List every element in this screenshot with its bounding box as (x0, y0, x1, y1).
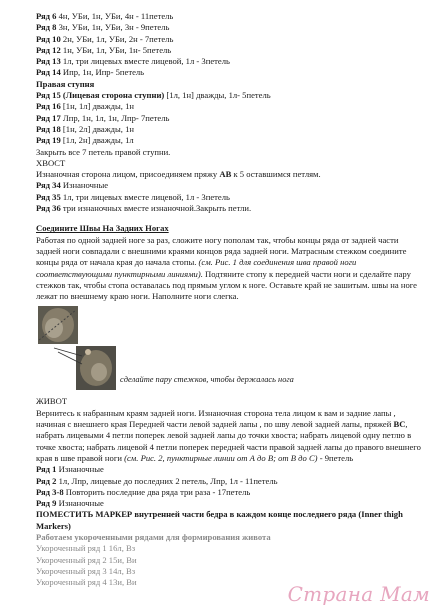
row-line: Ряд 17 Лпр, 1н, 1л, 1н, Лпр- 7петель (36, 112, 170, 123)
row-line: Ряд 15 (Лицевая сторона ступни) [1л, 1н] дважды, 1л- 5петель (36, 90, 271, 101)
row-line: Ряд 12 1н, УБи, 1л, УБи, 1н- 5петель (36, 44, 172, 55)
row-line: Ряд 36 три изнаночных вместе изнаночной.Закрыть петли. (36, 203, 252, 214)
row-line: Ряд 6 4н, УБи, 1н, УБи, 4н - 11петель (36, 11, 174, 21)
row-line: Ряд 18 [1н, 2л] дважды, 1н (36, 123, 134, 134)
row-line: Ряд 13 1л, три лицевых вместе лицевой, 1л - 3петель (36, 56, 230, 67)
short-row-line: Укороченный ряд 4 13и, Ви (36, 577, 137, 588)
tail-intro: Изнаночная сторона лицом, присоединяем пряжу АВ к 5 оставшимся петлям. (36, 169, 321, 180)
seams-heading: Соедините Швы На Задних Ногах (36, 223, 169, 234)
row-line: Ряд 9 Изнаночные (36, 498, 104, 509)
row-line: Ряд 35 1л, три лицевых вместе лицевой, 1л - 3петель (36, 191, 230, 202)
row-line: Ряд 8 3н, УБи, 1н, УБи, 3н - 9петель (36, 22, 170, 33)
short-row-line: Укороченный ряд 3 14л, Вз (36, 565, 136, 576)
row-line: Ряд 34 Изнаночные (36, 180, 109, 191)
row-line: Ряд 10 2н, УБи, 1л, УБи, 2н - 7петель (36, 33, 174, 44)
short-row-line: Укороченный ряд 1 16л, Вз (36, 543, 136, 554)
site-watermark: Страна Мам (287, 582, 430, 606)
row-line: Ряд 2 1л, Лпр, лицевые до последних 2 петель, Лпр, 1л - 11петель (36, 475, 278, 486)
knitted-leg-photo (36, 304, 118, 392)
short-row-line: Укороченный ряд 2 15и, Ви (36, 554, 137, 565)
document-page (36, 11, 421, 588)
photo-figure (36, 304, 421, 396)
row-line: Ряд 3-8 Повторить последние два ряда три раза - 17петель (36, 486, 251, 497)
belly-paragraph: Вернитесь к набранным краям задней ноги. Изнаночная сторона тела лицом к вам и задние лапы , начиная с внешнего края Передней части левой задней лапы , по шву левой задней лапы, пряжей ВС, набрать лицевыми 4 петли поперек левой задней лапы до точки хвоста; набрать лицевой одну петлю в точке хвоста; набрать лицевой 4 петли поперек передней части правой задней лапы до правого внешнего края в шве правой ноги (см. Рис. 2, пунктирные линии от А до В; от В до С) - 9петель (36, 407, 421, 463)
photo-caption: сделайте пару стежков, чтобы держалась нога (120, 375, 294, 385)
seams-paragraph: Работая по одной задней ноге за раз, сложите ногу пополам так, чтобы концы ряда от задней части задней ноги совпадали с внешними краями концов ряда задней ноги. Матрасным стежком соедините концы ряда от начала края до начала стопы. (см. Рис. 1 для соединения шва правой ноги соответствующими пунктирными линиями). Подтяните стопу к передней части ноги и сделайте пару стежков так, чтобы стопа оставалась под прямым углом к ноге. Оставьте край не зашитым. швы на ноге лежат по внешнему краю ноги. Наполните ноги слегка. (36, 234, 417, 302)
row-line: Ряд 14 Ипр, 1н, Ипр- 5петель (36, 67, 145, 78)
marker-note: ПОМЕСТИТЬ МАРКЕР внутренней части бедра в каждом конце последнего ряда (Inner thigh Markers) (36, 509, 403, 531)
belly-heading: ЖИВОТ (36, 396, 68, 407)
rows-top (36, 11, 421, 79)
right-foot-heading: Правая ступня (36, 78, 95, 89)
row-line: Ряд 16 [1н, 1л] дважды, 1н (36, 101, 134, 112)
closing-note: Закрыть все 7 петель правой ступни. (36, 146, 171, 157)
row-line: Ряд 19 [1л, 2н] дважды, 1л (36, 135, 134, 146)
row-line: Ряд 1 Изнаночные (36, 464, 104, 475)
short-rows-heading: Работаем укороченными рядами для формирования живота (36, 531, 271, 542)
tail-heading: ХВОСТ (36, 157, 66, 168)
